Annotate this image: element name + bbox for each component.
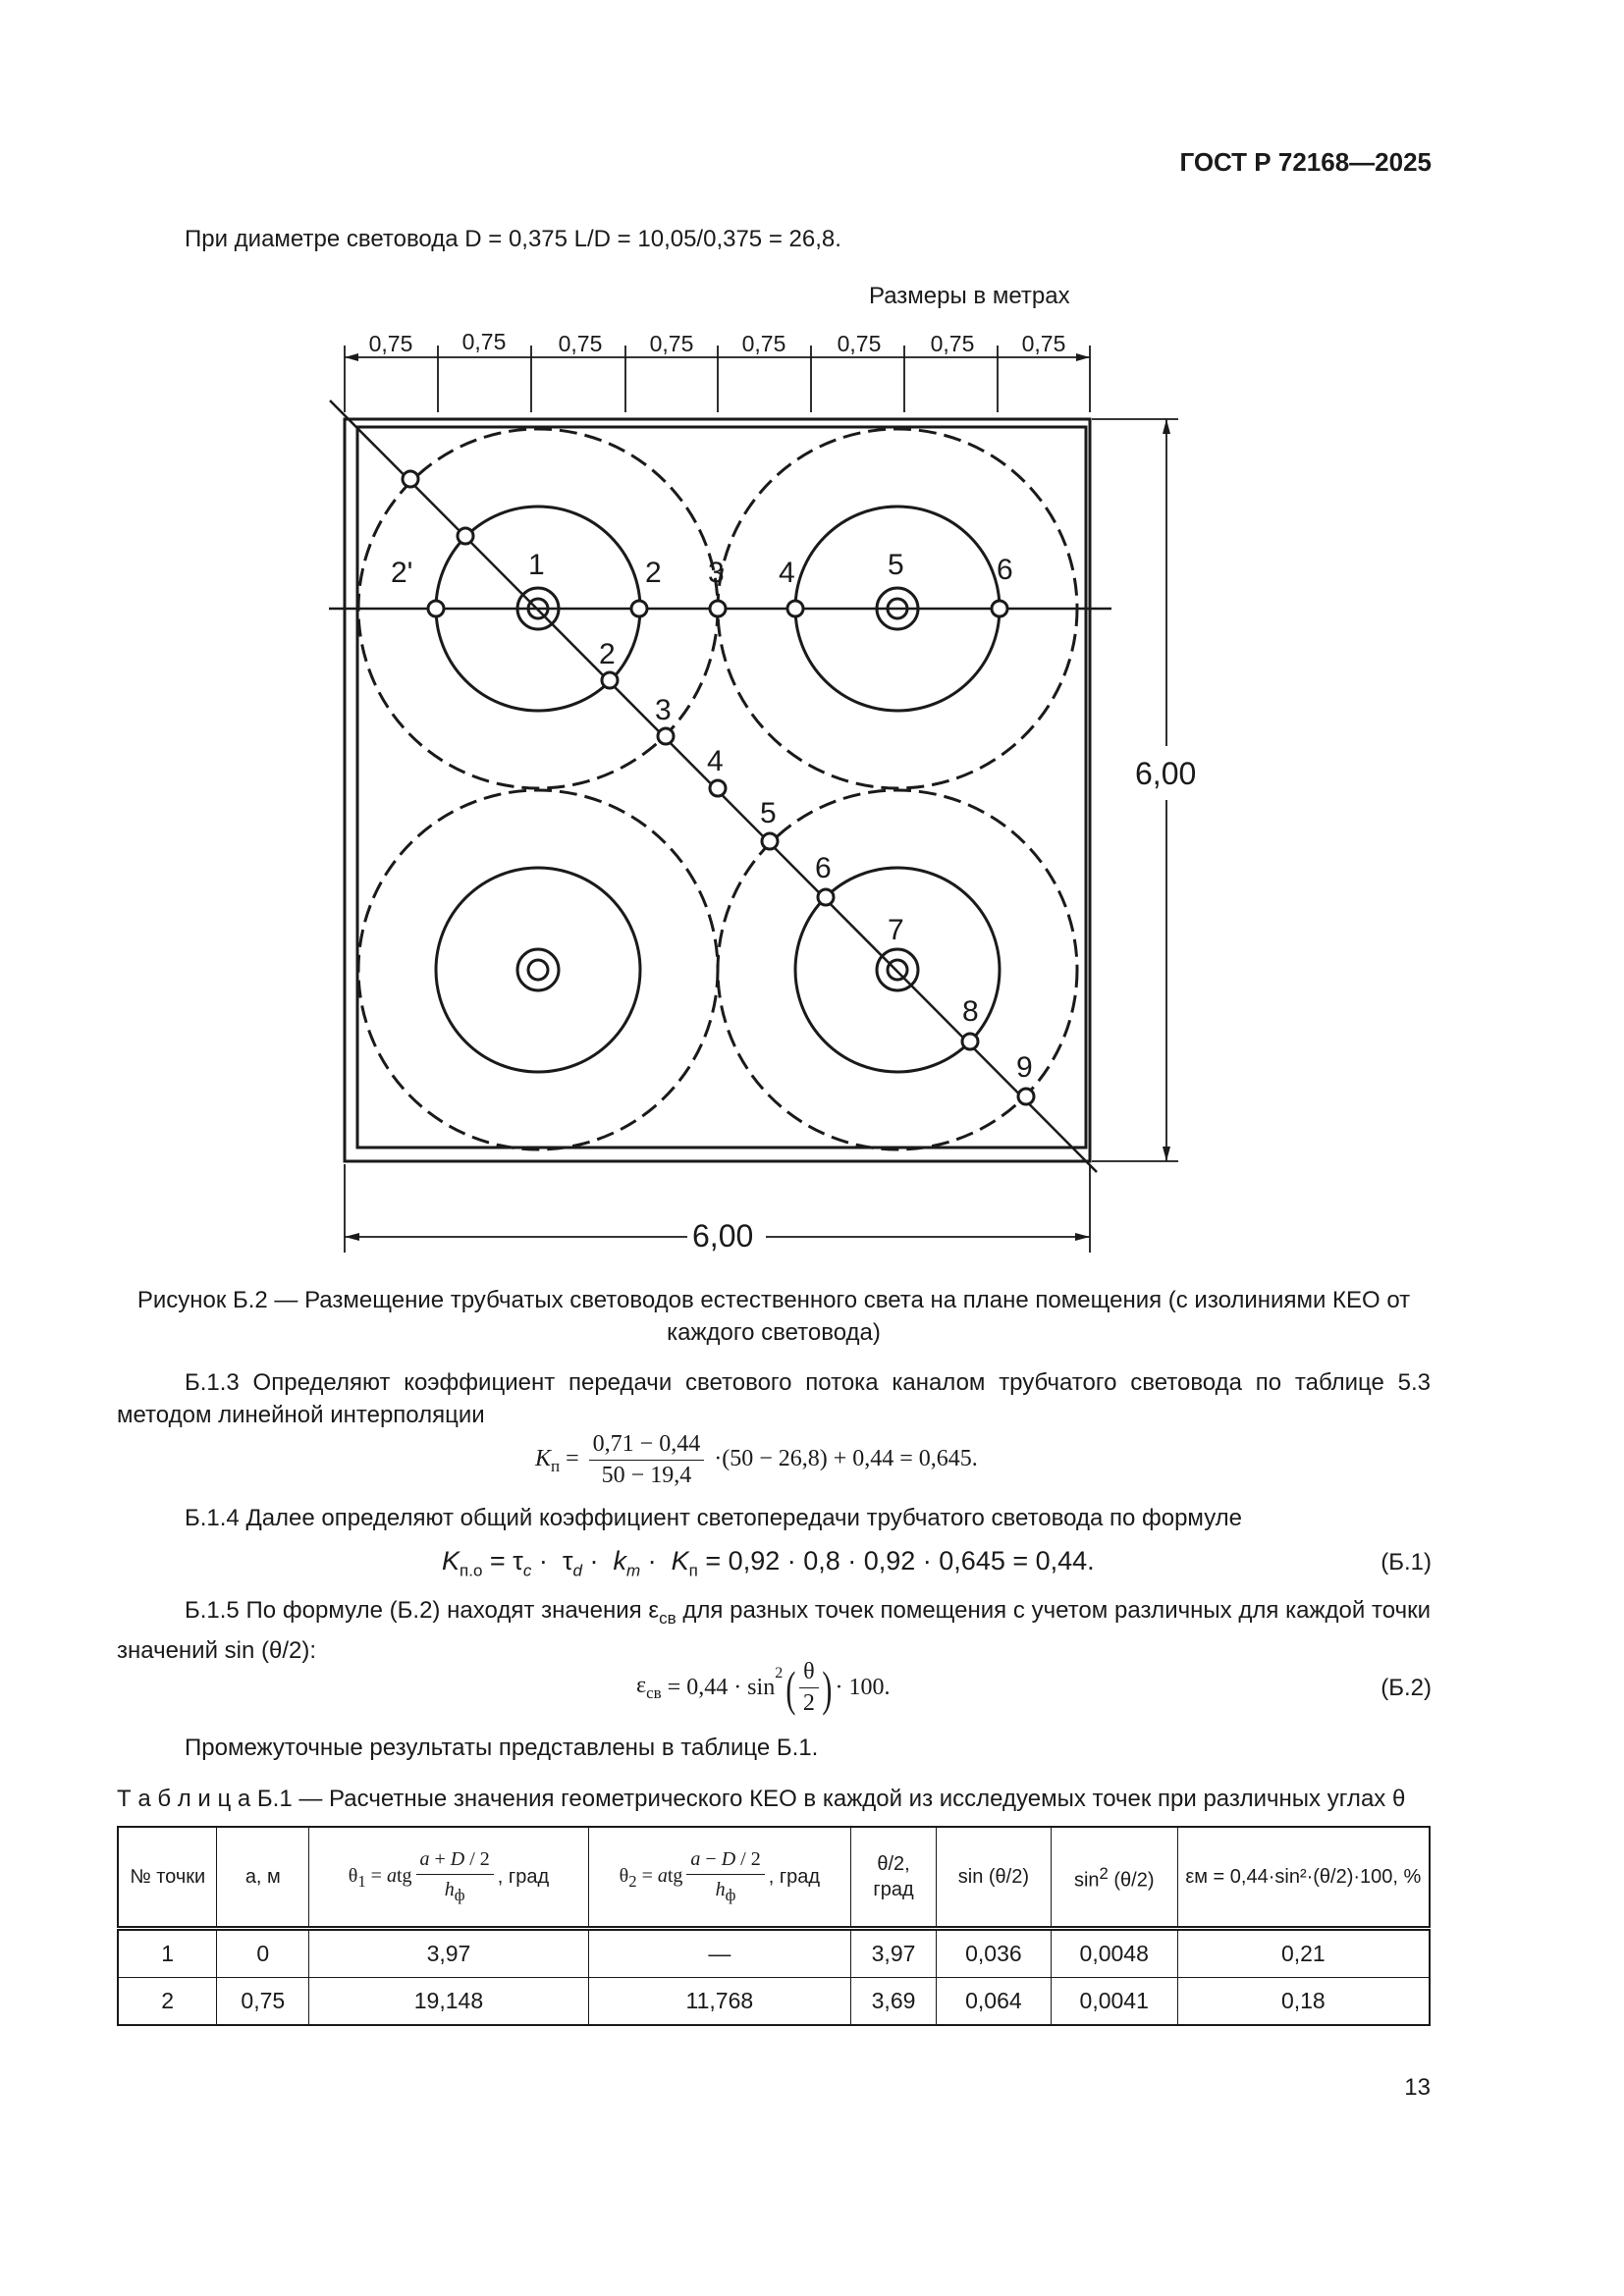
formula-rest: ·(50 − 26,8) + 0,44 = 0,645. (714, 1446, 978, 1472)
top-dim-6: 0,75 (837, 331, 882, 356)
point-marker (631, 601, 647, 616)
formula-k-po: $K_{п.о} = \tau_c \cdot \tau_d \cdot k_m \cdot K_п = 0,92 \cdot 0,8 \cdot 0,92 \cdot 0,645 = 0,44$. (442, 1546, 1095, 1580)
point-marker (710, 780, 726, 796)
label-point-d4: 4 (707, 745, 724, 777)
table-cell: 19,148 (309, 1978, 588, 2026)
header-theta2: $\theta_2$ = atg $\frac{a - D / 2}{h_ф}$ , град (588, 1827, 850, 1929)
formula-k-n: $K_п$ = $\frac{0,71 - 0,44}{50 - 19,4}$ ·(50 − 26,8) + 0,44 = 0,645. (535, 1431, 978, 1488)
results-table (117, 1826, 1431, 2026)
label-point-h5: 5 (888, 549, 904, 581)
label-point-d2: 2 (599, 638, 616, 670)
section-b15-text: Б.1.5 По формуле (Б.2) находят значения $\varepsilon_{св}$ для разных точек помещения с учетом различных для каждой точки значений sin (θ/2): (117, 1597, 1432, 1664)
label-point-h3: 3 (708, 557, 725, 589)
formula-denominator: 50 − 19,4 (601, 1463, 692, 1488)
label-point-2prime: 2' (391, 557, 413, 589)
point-marker (992, 601, 1007, 616)
table-cell: 3,97 (309, 1929, 588, 1978)
label-point-d5: 5 (760, 797, 777, 829)
table-cell: 0,18 (1177, 1978, 1430, 2026)
point-marker (762, 833, 778, 849)
label-point-d6: 6 (815, 852, 832, 884)
light-guide-3-outer (517, 949, 559, 990)
table-cell: 0,064 (936, 1978, 1051, 2026)
figure-caption: Рисунок Б.2 — Размещение трубчатых световодов естественного света на плане помещения (с изолиниями КЕО от каждого световода) (136, 1287, 1411, 1346)
table-cell: 0,21 (1177, 1929, 1430, 1978)
label-point-h4: 4 (779, 557, 795, 589)
label-point-d8: 8 (962, 995, 979, 1028)
point-marker (962, 1034, 978, 1049)
header-epsilon: εм = 0,44·sin²·(θ/2)·100, % (1177, 1827, 1430, 1929)
point-marker (1018, 1089, 1034, 1104)
header-sin: sin (θ/2) (936, 1827, 1051, 1929)
point-marker (787, 601, 803, 616)
formula-k-symbol: K (535, 1446, 552, 1472)
table-cell: 0,036 (936, 1929, 1051, 1978)
isoline-dashed-3 (358, 790, 718, 1149)
formula-k-po-value: = 0,92 · 0,8 · 0,92 · 0,645 = 0,44. (705, 1546, 1095, 1575)
width-dim: 6,00 (692, 1218, 754, 1254)
table-cell: 3,97 (851, 1929, 937, 1978)
top-dim-7: 0,75 (930, 331, 975, 356)
formula-epsilon: $\varepsilon_{св}$ = 0,44 · sin $^2$ ( $\frac{\theta}{2}$ ) · 100. (636, 1659, 891, 1716)
light-guide-3-inner (528, 960, 548, 980)
formula-numerator: 0,71 − 0,44 (589, 1431, 705, 1461)
label-point-d7: 7 (888, 914, 904, 946)
point-marker (602, 672, 618, 688)
point-marker (403, 471, 418, 487)
table-row (118, 1978, 1430, 2026)
point-marker (658, 728, 674, 744)
document-id: ГОСТ Р 72168—2025 (1179, 147, 1432, 177)
header-sin2: $\sin^2 (\theta/2)$ (1051, 1827, 1177, 1929)
table-cell: 0,0041 (1051, 1978, 1177, 2026)
header-half-theta: θ/2, град (851, 1827, 937, 1929)
table-cell: — (588, 1929, 850, 1978)
table-cell: 11,768 (588, 1978, 850, 2026)
formula-k-sub: п (551, 1456, 561, 1475)
top-dim-4: 0,75 (649, 331, 694, 356)
header-point-no: № точки (118, 1827, 217, 1929)
table-cell: 2 (118, 1978, 217, 2026)
page-number: 13 (1404, 2074, 1431, 2101)
label-point-h1: 1 (528, 549, 545, 581)
top-dim-2: 0,75 (461, 329, 507, 354)
point-marker (818, 889, 834, 905)
formula-epsilon-right: · 100. (835, 1675, 891, 1700)
table-title: Т а б л и ц а Б.1 — Расчетные значения геометрического КЕО в каждой из исследуемых точек при различных углах θ (117, 1786, 1406, 1812)
top-dim-3: 0,75 (558, 331, 603, 356)
table-row (118, 1929, 1430, 1978)
table-cell: 0,0048 (1051, 1929, 1177, 1978)
isoline-solid-3 (436, 868, 640, 1072)
table-cell: 1 (118, 1929, 217, 1978)
table-cell: 3,69 (851, 1978, 937, 2026)
dims-note: Размеры в метрах (869, 283, 1070, 309)
label-point-h2: 2 (645, 557, 662, 589)
section-b14-text: Б.1.4 Далее определяют общий коэффициент светопередачи трубчатого световода по формуле (185, 1505, 1243, 1531)
table-cell: 0,75 (217, 1978, 309, 2026)
label-point-d9: 9 (1016, 1051, 1033, 1084)
height-dim: 6,00 (1135, 756, 1197, 791)
formula-fraction (589, 1431, 705, 1489)
formula-label-b1: (Б.1) (1380, 1549, 1432, 1575)
point-marker (428, 601, 444, 616)
formula-epsilon-left: = 0,44 · sin (667, 1675, 776, 1700)
section-b13-text: Б.1.3 Определяют коэффициент передачи светового потока каналом трубчатого световода по таблице 5.3 методом линейной интерполяции (117, 1369, 1431, 1428)
formula-label-b2: (Б.2) (1380, 1675, 1432, 1701)
point-marker (458, 528, 473, 544)
header-theta1: $\theta_1$ = atg $\frac{a + D / 2}{h_ф}$ , град (309, 1827, 588, 1929)
top-dim-1: 0,75 (368, 331, 413, 356)
top-dim-5: 0,75 (741, 331, 786, 356)
table-cell: 0 (217, 1929, 309, 1978)
header-a: a, м (217, 1827, 309, 1929)
intro-text: При диаметре световода D = 0,375 L/D = 10,05/0,375 = 26,8. (185, 226, 841, 252)
interim-text: Промежуточные результаты представлены в таблице Б.1. (185, 1735, 819, 1761)
label-point-d3: 3 (655, 694, 672, 726)
label-point-h6: 6 (997, 554, 1013, 586)
point-marker (710, 601, 726, 616)
top-dim-8: 0,75 (1021, 331, 1066, 356)
